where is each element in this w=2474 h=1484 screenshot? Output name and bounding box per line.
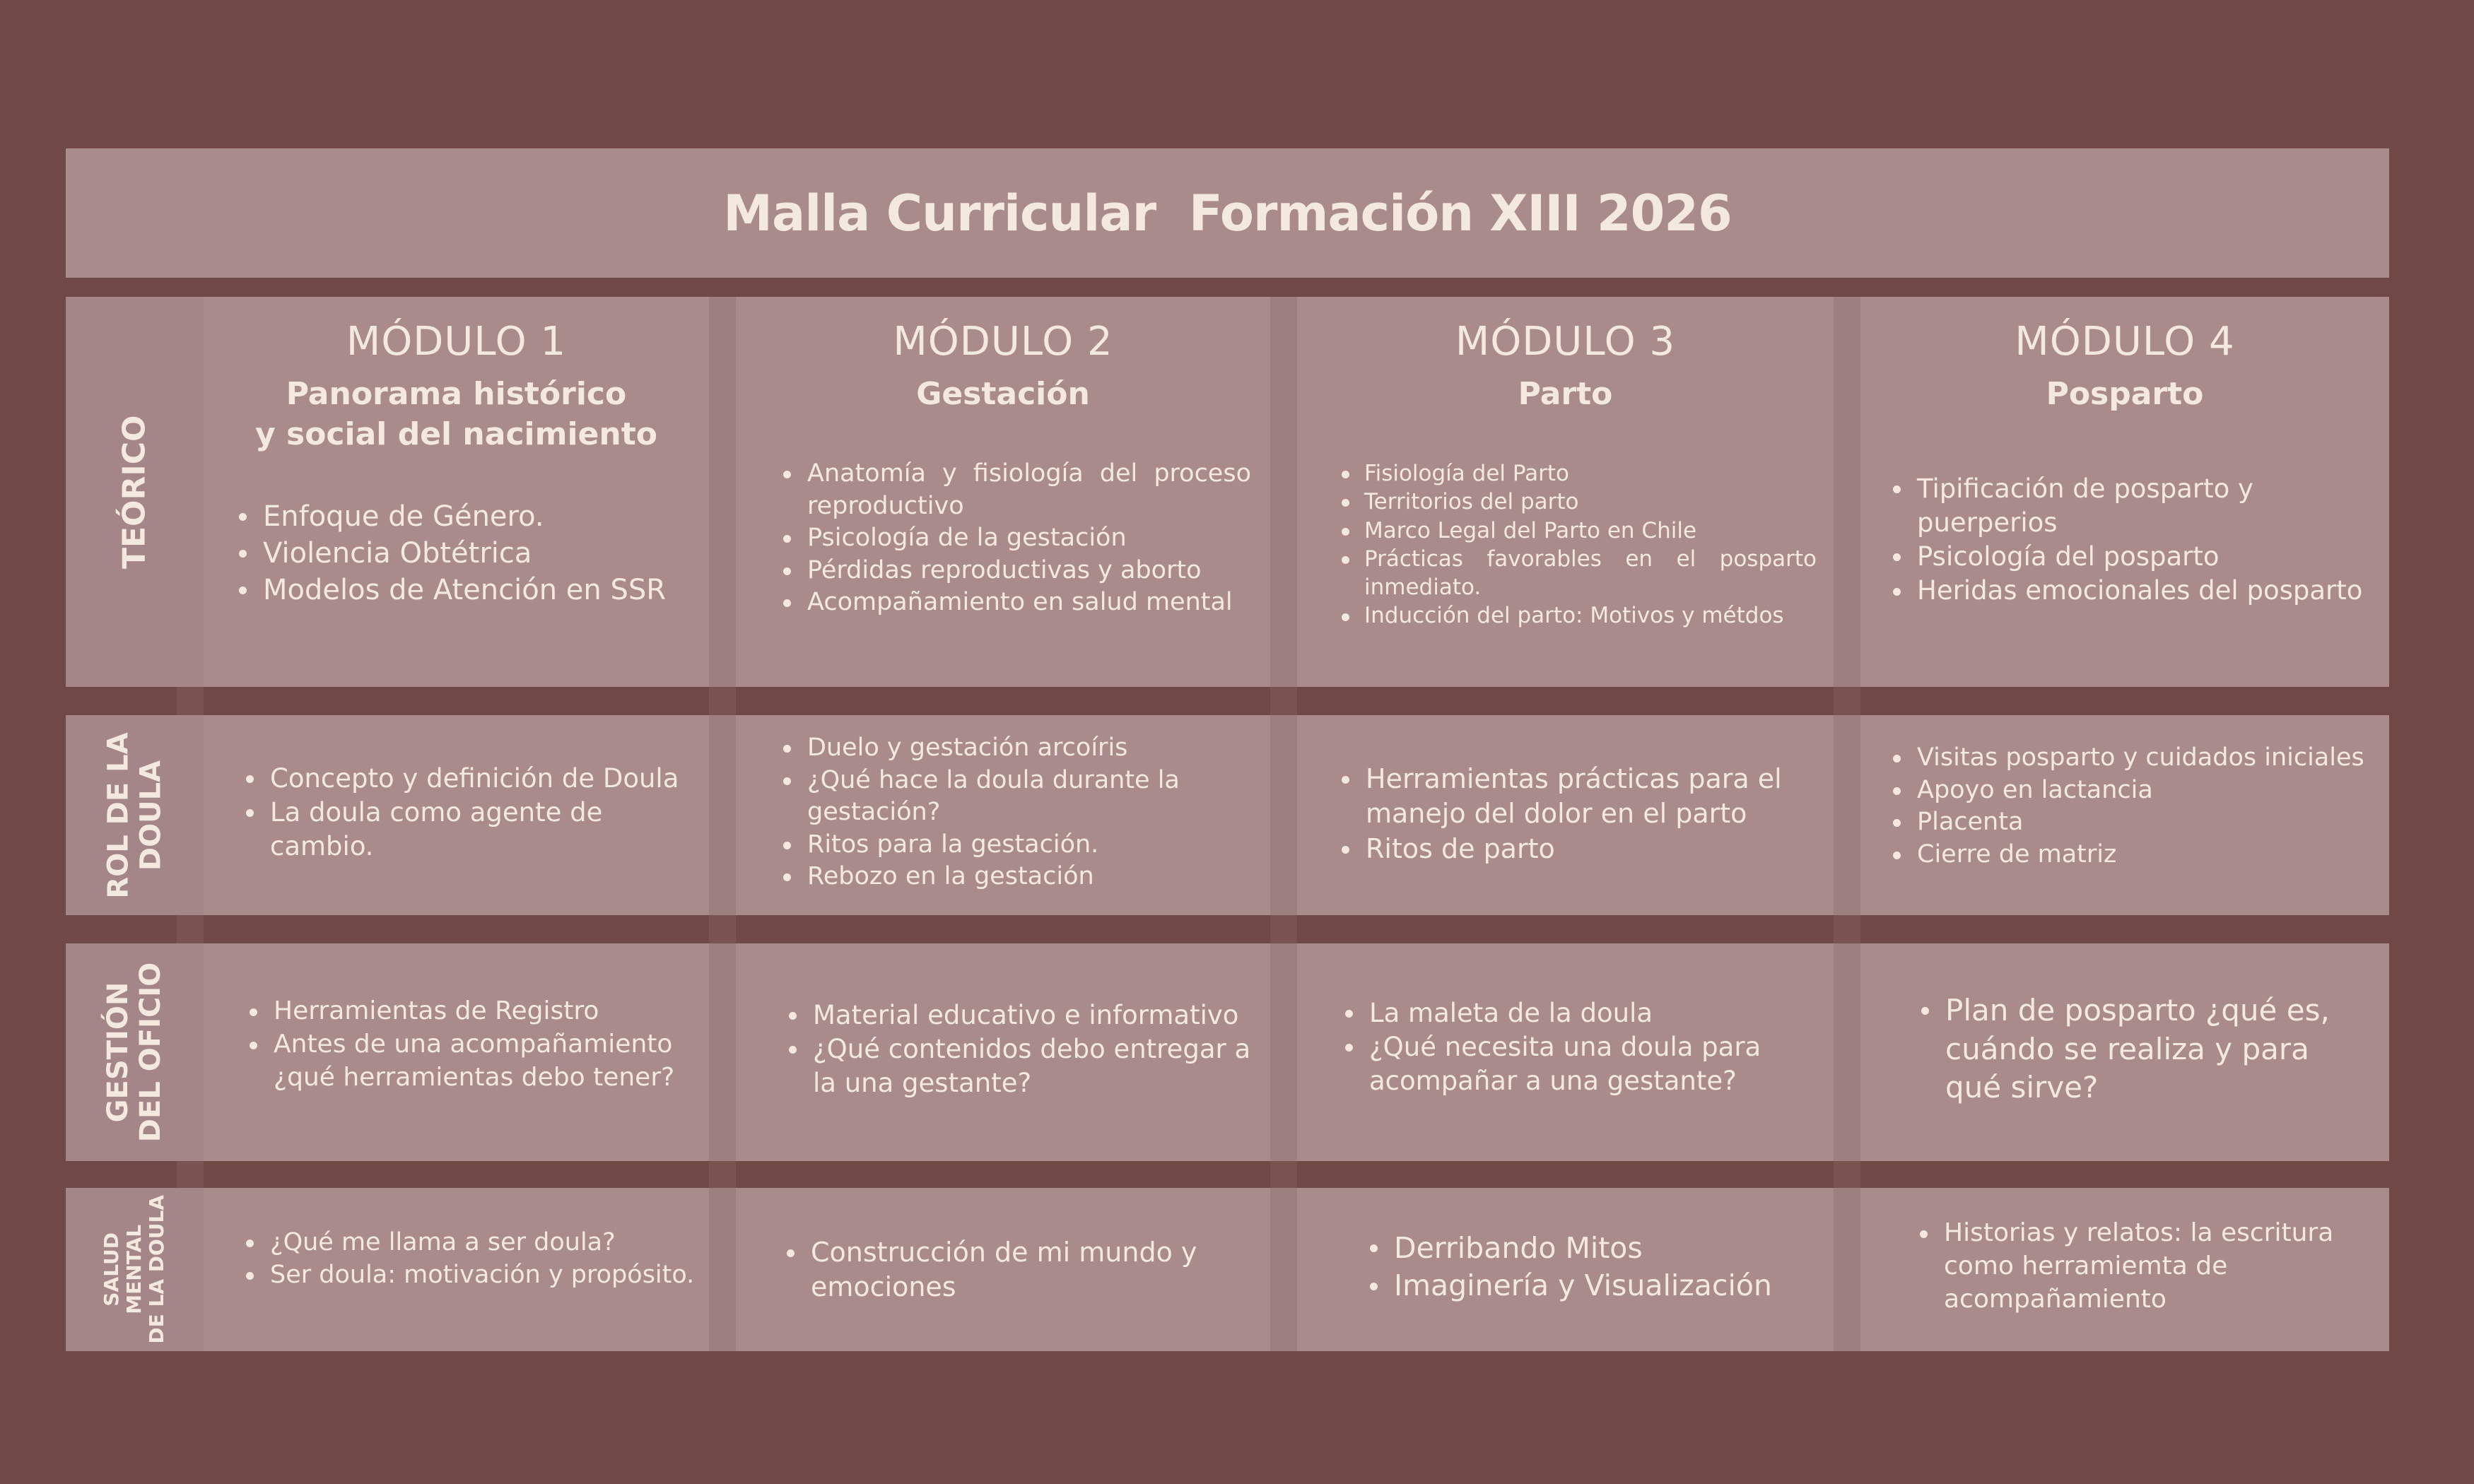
list-item: ¿Qué necesita una doula para acompañar a una gestante? [1339, 1030, 1820, 1098]
column-divider [1834, 297, 1860, 1351]
list-item: ¿Qué contenidos debo entregar a la una gestante? [783, 1032, 1257, 1100]
list-item: Modelos de Atención en SSR [233, 572, 700, 608]
module-number: MÓDULO 4 [2015, 319, 2235, 365]
list-item: Imaginería y Visualización [1364, 1267, 1817, 1305]
title-banner [66, 148, 2389, 278]
module-subtitle [736, 374, 1270, 414]
row-label-line: ROL DE LA [102, 731, 135, 899]
list-item: Psicología de la gestación [778, 522, 1251, 555]
row-label-salud-mental [66, 1188, 204, 1351]
list-item: Historias y relatos: la escritura como herramiemta de acompañamiento [1914, 1217, 2374, 1316]
cell-salud-m3 [1364, 1230, 1817, 1305]
gap-shade [709, 1161, 736, 1188]
gap-shade [1834, 1161, 1860, 1188]
list-item: Antes de una acompañamiento ¿qué herramientas debo tener? [244, 1028, 700, 1095]
gap-shade [709, 687, 736, 715]
list-item: Ritos de parto [1336, 832, 1817, 866]
list-item: Marco Legal del Parto en Chile [1336, 517, 1817, 545]
cell-gestion-m2 [783, 999, 1257, 1100]
row-label-line: DEL OFICIO [134, 962, 168, 1143]
list-item: Heridas emocionales del posparto [1887, 574, 2375, 608]
module-subtitle-line: Panorama histórico [286, 376, 627, 413]
list-item: Herramientas de Registro [244, 995, 700, 1028]
list-item: Plan de posparto ¿qué es, cuándo se realiza y para qué sirve? [1916, 991, 2368, 1107]
list-item: Fisiología del Parto [1336, 459, 1817, 488]
list-item: Material educativo e informativo [783, 999, 1257, 1032]
column-divider [1270, 297, 1297, 1351]
gap-shade [1270, 687, 1297, 715]
list-item: Derribando Mitos [1364, 1230, 1817, 1267]
module-header-3 [1297, 318, 1834, 414]
gap-shade [1834, 915, 1860, 943]
module-subtitle-line: y social del nacimiento [255, 416, 657, 453]
cell-rol-m2 [778, 732, 1258, 893]
gap-shade [1834, 687, 1860, 715]
cell-gestion-m3 [1339, 996, 1820, 1098]
module-number: MÓDULO 2 [893, 319, 1113, 365]
gap-shade [1270, 1161, 1297, 1188]
row-label-teorico [66, 297, 204, 687]
cell-gestion-m4 [1916, 991, 2368, 1107]
cell-salud-m4 [1914, 1217, 2374, 1316]
gap-shade [1270, 915, 1297, 943]
list-item: Anatomía y fisiología del proceso reproductivo [778, 458, 1251, 522]
list-item: Inducción del parto: Motivos y métdos [1336, 601, 1817, 630]
row-label-line: GESTIÓN [102, 982, 135, 1123]
list-item: Ritos para la gestación. [778, 829, 1258, 861]
module-subtitle [204, 374, 709, 454]
module-header-4 [1860, 318, 2389, 414]
list-item: Duelo y gestación arcoíris [778, 732, 1258, 765]
module-subtitle [1297, 374, 1834, 414]
list-item: Prácticas favorables en el posparto inmediato. [1336, 545, 1817, 602]
list-item: Rebozo en la gestación [778, 861, 1258, 893]
module-number: MÓDULO 1 [346, 319, 567, 365]
module-subtitle [1860, 374, 2389, 414]
list-item: Construcción de mi mundo y emociones [781, 1235, 1248, 1305]
list-item: La doula como agente de cambio. [240, 796, 700, 864]
module-subtitle-line: Gestación [916, 376, 1090, 413]
list-item: Territorios del parto [1336, 488, 1817, 516]
list-item: Herramientas prácticas para el manejo del dolor en el parto [1336, 762, 1817, 832]
cell-rol-m1 [240, 762, 700, 864]
row-label-line: SALUD [100, 1232, 124, 1307]
module-subtitle-line: Parto [1518, 376, 1613, 413]
cell-teorico-m2 [778, 458, 1251, 619]
cell-gestion-m1 [244, 995, 700, 1094]
module-subtitle-line: Posparto [2046, 376, 2204, 413]
cell-salud-m1 [240, 1227, 707, 1291]
cell-salud-m2 [781, 1235, 1248, 1305]
list-item: La maleta de la doula [1339, 996, 1820, 1030]
list-item: Apoyo en lactancia [1887, 775, 2386, 807]
module-header-2 [736, 318, 1270, 414]
gap-shade [177, 687, 204, 715]
list-item: Psicología del posparto [1887, 540, 2375, 574]
list-item: Acompañamiento en salud mental [778, 587, 1251, 619]
list-item: Concepto y definición de Doula [240, 762, 700, 796]
list-item: ¿Qué hace la doula durante la gestación? [778, 765, 1258, 829]
cell-rol-m3 [1336, 762, 1817, 866]
gap-shade [709, 915, 736, 943]
list-item: Enfoque de Género. [233, 498, 700, 535]
list-item: Tipificación de posparto y puerperios [1887, 472, 2375, 540]
row-label-line: TEÓRICO [116, 415, 153, 569]
list-item: Visitas posparto y cuidados iniciales [1887, 742, 2386, 775]
list-item: Pérdidas reproductivas y aborto [778, 555, 1251, 587]
list-item: Ser doula: motivación y propósito. [240, 1259, 707, 1292]
cell-teorico-m3 [1336, 459, 1817, 630]
module-header-1 [204, 318, 709, 455]
list-item: Violencia Obtétrica [233, 535, 700, 572]
row-label-line: DOULA [134, 760, 168, 871]
cell-teorico-m1 [233, 498, 700, 608]
cell-teorico-m4 [1887, 472, 2375, 608]
page-title: Malla Curricular Formación XIII 2026 [723, 184, 1732, 242]
column-divider [709, 297, 736, 1351]
list-item: Placenta [1887, 806, 2386, 839]
gap-shade [177, 915, 204, 943]
gap-shade [177, 1161, 204, 1188]
row-label-line: DE LA DOULA [145, 1195, 169, 1344]
row-label-line: MENTAL [122, 1225, 146, 1314]
module-number: MÓDULO 3 [1455, 319, 1676, 365]
list-item: ¿Qué me llama a ser doula? [240, 1227, 707, 1259]
cell-rol-m4 [1887, 742, 2386, 871]
list-item: Cierre de matriz [1887, 839, 2386, 871]
row-label-rol-de-la-doula [66, 715, 204, 915]
row-label-gestion-del-oficio [66, 943, 204, 1161]
